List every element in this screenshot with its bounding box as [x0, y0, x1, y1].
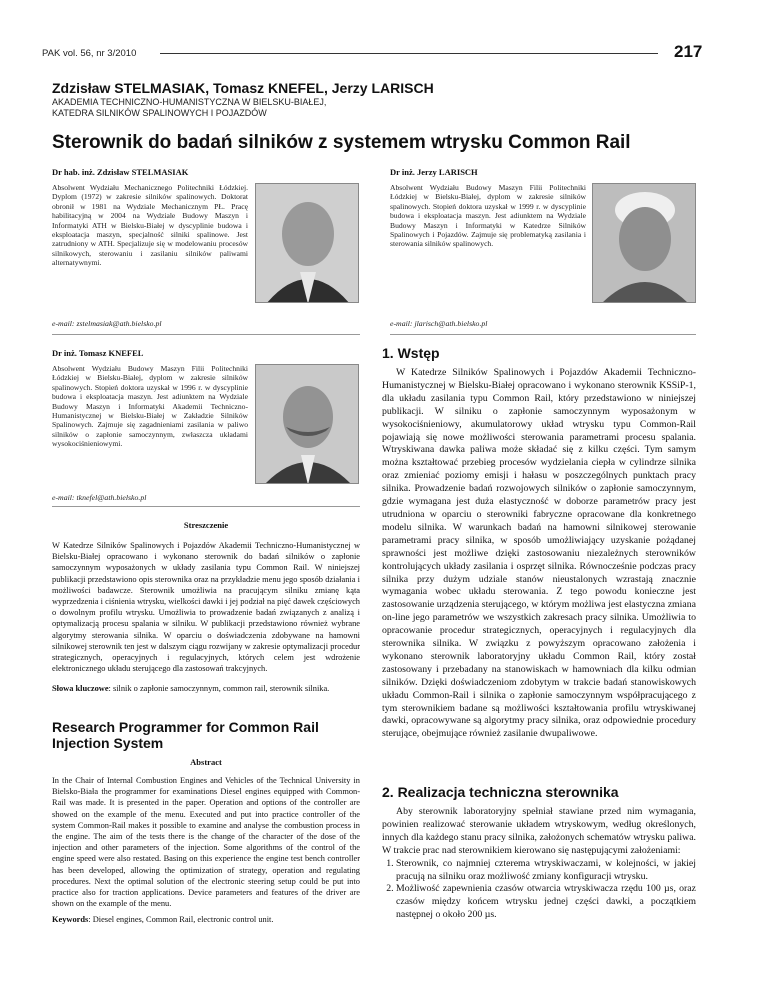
section-1-body — [382, 367, 696, 741]
author-photo-larisch — [592, 183, 696, 303]
separator-line — [52, 506, 360, 507]
section-2-body — [382, 806, 696, 922]
separator-line — [390, 334, 696, 335]
section-2-list — [382, 858, 696, 923]
bio-text-knefel: Absolwent Wydziału Budowy Maszyn Filii Politechniki Łódzkiej w Bielsku-Białej, dyplom w zakresie silników spalinowych. Stopień doktora uzyskał w 1996 r. w dyscyplinie budowa i eksploatacja maszyn. Jest adiunktem na Wydziale Budowy Maszyn i Informatyki Akademii Techniczno-Humanistycznej w Bielsku-Białej w Zakładzie Silników Spalinowych. Zajmuje się zagadnieniami zasilania w paliwo silników o zapłonie samoczynnym, zwłaszcza układami wysokociśnieniowymi. — [52, 364, 248, 449]
keywords-label: Słowa kluczowe — [52, 684, 109, 693]
paper-title: Sterownik do badań silników z systemem wtrysku Common Rail — [52, 132, 631, 153]
bio-text-larisch: Absolwent Wydziału Budowy Maszyn Filii Politechniki Łódzkiej w Bielsku-Białej, dyplom w zakresie silników spalinowych. Stopień doktora uzyskał w 1999 r. w dyscyplinie budowa i eksploatacja maszyn. Jest adiunktem na Wydziale Budowy Maszyn i Informatyki w Katedrze Silników Spalinowych i Pojazdów. Zajmuje się problematyką zasilania i sterowania silników spalinowych. — [390, 183, 586, 249]
keywords-text: : silnik o zapłonie samoczynnym, common rail, sterownik silnika. — [108, 684, 330, 693]
bio-name-knefel: Dr inż. Tomasz KNEFEL — [52, 348, 144, 358]
list-item: 2. Możliwość zapewnienia czasów otwarcia wtryskiwacza rzędu 100 µs, oraz czasów między końcem wtrysku jednej części dawki, a początkiem następnej o około 200 µs. — [396, 883, 696, 922]
section-1-paragraph: W Katedrze Silników Spalinowych i Pojazdów Akademii Techniczno-Humanistycznej w Bielsku-Białej opracowano i wykonano sterownik KSSiP-1, dla układu zasilania typu Common Rail, który przedstawiono w niniejszej publikacji. W silniku o zapłonie samoczynnym wyposażonym w wysokociśnieniowy, akumulatorowy układ wtrysku typu Common-Rail pojawiają się nowe możliwości sterowania parametrami procesu spalania. Wtryskiwana dawka paliwa może składać się z kilku części. Tym samym można kształtować przebieg procesów wydzielania ciepła w cylindrze silnika oraz zmieniać poziomy emisji i hałasu w poszczególnych punktach pracy silnika. Prowadzenie badań rozwojowych silników o zapłonie samoczynnym, gdzie wymagana jest duża elastyczność w doborze parametrów pracy jest utrudniona w oparciu o sterowniki fabryczne opracowane dla konkretnego modelu silnika. W warunkach badań na hamowni silnikowej sterowanie parametrami pracy silnika, w sposób umożliwiający uzyskanie pożądanej sprawności jest możliwe dzięki zastosowaniu niezależnych sterowników kontrolujących układy zasilania i osprzęt silnika. Równocześnie podczas pracy silnika przy dużym udziale stanów nieustalonych wzrastają znacznie wymagania wobec układu sterowania. Z tego powodu konieczne jest zastosowanie urządzenia sterującego, w którym możliwa jest elastyczna zmiana on-line jego parametrów we wszystkich zakresach pracy silnika. Umożliwia to opracowanie procedur strategicznych, operacyjnych i regulacyjnych dla sterownika silnika. W związku z powyższym opracowano założenia i wykonano sterownik laboratoryjny układu Common Rail, który został zastosowany i przebadany na stanowiskach w hamowniach dla kilku odmian silników. Dzięki doświadczeniom zdobytym w trakcie badań stanowiskowych układu Common-Rail i silnika o zapłonie samoczynnym współpracującego z tym sterownikiem badane są możliwości kształtowania profilu wtryskiwanej dawki, opracowywane są algorytmy pracy silnika, oraz odpowiednie procedury sterujące, obejmujące również zasilanie dwupaliwowe. — [382, 367, 696, 740]
email-knefel[interactable]: e-mail: tknefel@ath.bielsko.pl — [52, 493, 147, 502]
section-2-intro: Aby sterownik laboratoryjny spełniał stawiane przed nim wymagania, powinien realizować sterowanie układem wtryskowym, według określonych, innych dla każdego stanu pracy silnika, założonych schematów wtrysku paliwa. W trakcie prac nad sterownikiem kierowano się następującymi założeniami: — [382, 806, 696, 856]
streszczenie-heading: Streszczenie — [183, 520, 229, 530]
email-larisch[interactable]: e-mail: jlarisch@ath.bielsko.pl — [390, 319, 488, 328]
author-photo-stelmasiak — [255, 183, 359, 303]
streszczenie-keywords — [52, 683, 360, 694]
bio-text-stelmasiak: Absolwent Wydziału Mechanicznego Politechniki Łódzkiej. Dyplom (1972) w zakresie silników spalinowych. Doktorat obronił w 1981 na Wydziale Mechanicznym PŁ. Pracę habilitacyjną w 2004 na Wydziale Budowy Maszyn i Informatyki ATH w Bielsku-Białej w dyscyplinie budowa i eksploatacja maszyn, specjalność silniki spalinowe. Jest zatrudniony w ATH. Specjalizuje się w modelowaniu procesów silnikowych, sterowaniu i zasilaniu silników paliwami alternatywnymi. — [52, 183, 248, 268]
header-rule — [160, 53, 658, 54]
page-number: 217 — [674, 42, 703, 61]
english-keywords — [52, 914, 360, 925]
institution-line-2: KATEDRA SILNIKÓW SPALINOWYCH I POJAZDÓW — [52, 107, 267, 118]
section-1-heading: 1. Wstęp — [382, 345, 440, 361]
bio-name-stelmasiak: Dr hab. inż. Zdzisław STELMASIAK — [52, 167, 189, 177]
english-keywords-text: : Diesel engines, Common Rail, electronic control unit. — [88, 915, 274, 924]
abstract-text: In the Chair of Internal Combustion Engines and Vehicles of the Technical University in Bielsko-Biała the programmer for examinations Diesel engines equipped with Common-Rail was made. It is presented in the paper. Operation and options of the controller are showed on the example of the menu. Executed and put into practice controller of the system Common-Rail makes it possible to examine and analyse the combustion process in the engine. The aim of the tests there is the change of the character of the dose of the injection and other parameters of the injection. Some algorithms of the control of the engine speed were also restated. Basing on this experience the engine test bench controller has been developed, allowing the optimization of strategy, operation and regulating procedures. Next the optimal solution of the electronic steering setup could be put into practice also for traction applications. Device parameters and features of the driver are shown on the example of the menu. — [52, 776, 360, 909]
section-2-heading: 2. Realizacja techniczna sterownika — [382, 784, 619, 800]
separator-line — [52, 334, 360, 335]
journal-header: PAK vol. 56, nr 3/2010 — [42, 48, 137, 59]
institution-line-1: AKADEMIA TECHNICZNO-HUMANISTYCZNA W BIELSKU-BIAŁEJ, — [52, 97, 327, 107]
english-title-line-1: Research Programmer for Common Rail — [52, 719, 319, 735]
author-list: Zdzisław STELMASIAK, Tomasz KNEFEL, Jerzy LARISCH — [52, 80, 434, 96]
list-item: 1. Sterownik, co najmniej czterema wtryskiwaczami, w kolejności, w jakiej pracują na silniku oraz możliwość zmiany konfiguracji wtrysku. — [396, 858, 696, 884]
institution — [52, 97, 326, 118]
streszczenie-text: W Katedrze Silników Spalinowych i Pojazdów Akademii Techniczno-Humanistycznej w Bielsku-Białej opracowano i wykonano sterownik do badań silników o zapłonie samoczynnym wyposażonych w układy zasilania typu Common Rail. W niniejszej publikacji przedstawiono opis sterownika oraz na przykładzie menu jego sposób działania i możliwości badawcze. Sterownik umożliwia na pracującym silniku zmianę kąta wyprzedzenia i ciśnienia wtrysku, wielkości dawki i jej podział na pięć dawek częściowych o dowolnym profilu wtrysku. Umożliwia to prowadzenie badań związanych z analizą i optymalizacją procesu spalania w silniku. W publikacji przedstawiono również wybrane algorytmy sterowania silnika. W oparciu o doświadczenia zdobywane na hamowni silnikowej sterownik ten jest w dalszym ciągu rozwijany w zakresie optymalizacji procedur strategicznych, operacyjnych i regulacyjnych, których celem jest wdrożenie elektronicznego układu sterującego dla zastosowań trakcyjnych. — [52, 541, 360, 674]
english-title — [52, 719, 360, 751]
author-photo-knefel — [255, 364, 359, 484]
english-title-line-2: Injection System — [52, 735, 164, 751]
email-stelmasiak[interactable]: e-mail: zstelmasiak@ath.bielsko.pl — [52, 319, 162, 328]
bio-name-larisch: Dr inż. Jerzy LARISCH — [390, 167, 478, 177]
abstract-heading: Abstract — [190, 757, 222, 767]
english-keywords-label: Keywords — [52, 915, 89, 924]
